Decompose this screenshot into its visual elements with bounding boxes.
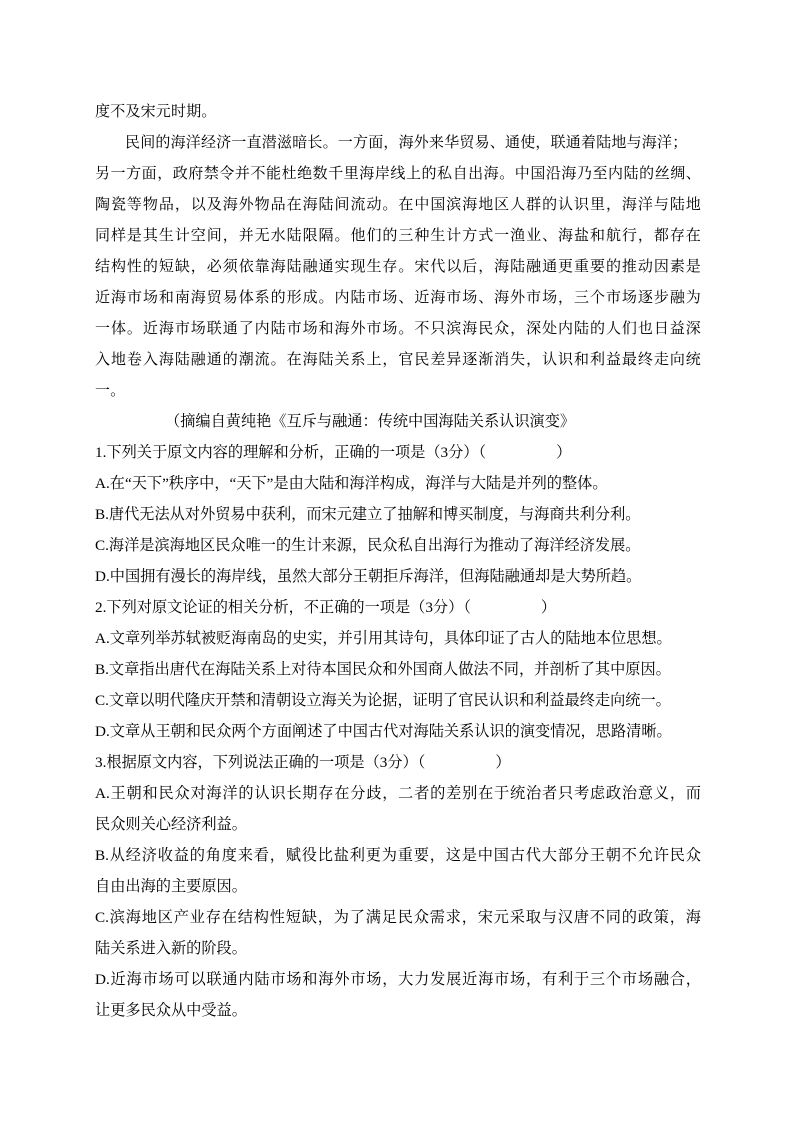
passage-line: 民间的海洋经济一直潜滋暗长。一方面，海外来华贸易、通使，联通着陆地与海洋； bbox=[125, 133, 688, 151]
question-2-option-c: C.文章以明代隆庆开禁和清朝设立海关为论据，证明了官民认识和利益最终走向统一。 bbox=[95, 692, 671, 709]
question-3-option-b-cont: 自由出海的主要原因。 bbox=[95, 878, 247, 895]
passage-line: 结构性的短缺，必须依靠海陆融通实现生存。宋代以后，海陆融通更重要的推动因素是 bbox=[95, 257, 701, 275]
passage-line: 近海市场和南海贸易体系的形成。内陆市场、近海市场、海外市场，三个市场逐步融为 bbox=[95, 288, 701, 306]
question-2-stem bbox=[95, 592, 701, 623]
passage-line: 一。 bbox=[95, 381, 126, 399]
passage-line: 一体。近海市场联通了内陆市场和海外市场。不只滨海民众，深处内陆的人们也日益深 bbox=[95, 319, 701, 337]
question-1-option-a: A.在“天下”秩序中，“天下”是由大陆和海洋构成，海洋与大陆是并列的整体。 bbox=[95, 475, 608, 492]
source-citation: （摘编自黄纯艳《互斥与融通：传统中国海陆关系认识演变》 bbox=[165, 413, 576, 430]
question-stem-text: 3.根据原文内容，下列说法正确的一项是（3分）（ bbox=[95, 754, 426, 771]
question-3-option-c-cont: 陆关系进入新的阶段。 bbox=[95, 940, 247, 957]
question-1-option-d: D.中国拥有漫长的海岸线，虽然大部分王朝拒斥海洋，但海陆融通却是大势所趋。 bbox=[95, 568, 642, 585]
question-2-option-a: A.文章列举苏轼被贬海南岛的史实，并引用其诗句，具体印证了古人的陆地本位思想。 bbox=[95, 630, 672, 647]
question-3-stem bbox=[95, 747, 701, 778]
passage-line: 另一方面，政府禁令并不能杜绝数千里海岸线上的私自出海。中国沿海乃至内陆的丝绸、 bbox=[95, 164, 701, 182]
question-stem-text: 1.下列关于原文内容的理解和分析，正确的一项是（3分）（ bbox=[95, 444, 487, 461]
question-stem-close: ） bbox=[540, 599, 557, 616]
question-3-option-a: A.王朝和民众对海洋的认识长期存在分歧，二者的差别在于统治者只考虑政治意义，而 bbox=[95, 785, 701, 802]
question-stem-close: ） bbox=[495, 754, 511, 771]
question-3-option-a-cont: 民众则关心经济利益。 bbox=[95, 816, 247, 833]
document-page bbox=[95, 96, 701, 1026]
passage-line: 同样是其生计空间，并无水陆限隔。他们的三种生计方式一渔业、海盐和航行，都存在 bbox=[95, 226, 701, 244]
question-1-option-b: B.唐代无法从对外贸易中获利，而宋元建立了抽解和博买制度，与海商共利分利。 bbox=[95, 506, 641, 523]
passage-line: 度不及宋元时期。 bbox=[95, 102, 217, 120]
passage-line: 陶瓷等物品，以及海外物品在海陆间流动。在中国滨海地区人群的认识里，海洋与陆地 bbox=[95, 195, 701, 213]
question-2-option-d: D.文章从王朝和民众两个方面阐述了中国古代对海陆关系认识的演变情况，思路清晰。 bbox=[95, 723, 672, 740]
question-stem-text: 2.下列对原文论证的相关分析，不正确的一项是（3分）（ bbox=[95, 599, 471, 616]
passage-line: 入地卷入海陆融通的潮流。在海陆关系上，官民差异逐渐消失，认识和利益最终走向统 bbox=[95, 350, 701, 368]
question-1-stem bbox=[95, 437, 701, 468]
question-3-option-c: C.滨海地区产业存在结构性短缺，为了满足民众需求，宋元采取与汉唐不同的政策，海 bbox=[95, 909, 701, 926]
question-2-option-b: B.文章指出唐代在海陆关系上对待本国民众和外国商人做法不同，并剖析了其中原因。 bbox=[95, 661, 671, 678]
question-stem-close: ） bbox=[556, 444, 572, 461]
question-3-option-d-cont: 让更多民众从中受益。 bbox=[95, 1002, 247, 1019]
question-1-option-c: C.海洋是滨海地区民众唯一的生计来源，民众私自出海行为推动了海洋经济发展。 bbox=[95, 537, 641, 554]
question-3-option-d: D.近海市场可以联通内陆市场和海外市场，大力发展近海市场，有利于三个市场融合， bbox=[95, 971, 701, 988]
question-3-option-b: B.从经济收益的角度来看，赋役比盐利更为重要，这是中国古代大部分王朝不允许民众 bbox=[95, 847, 701, 864]
